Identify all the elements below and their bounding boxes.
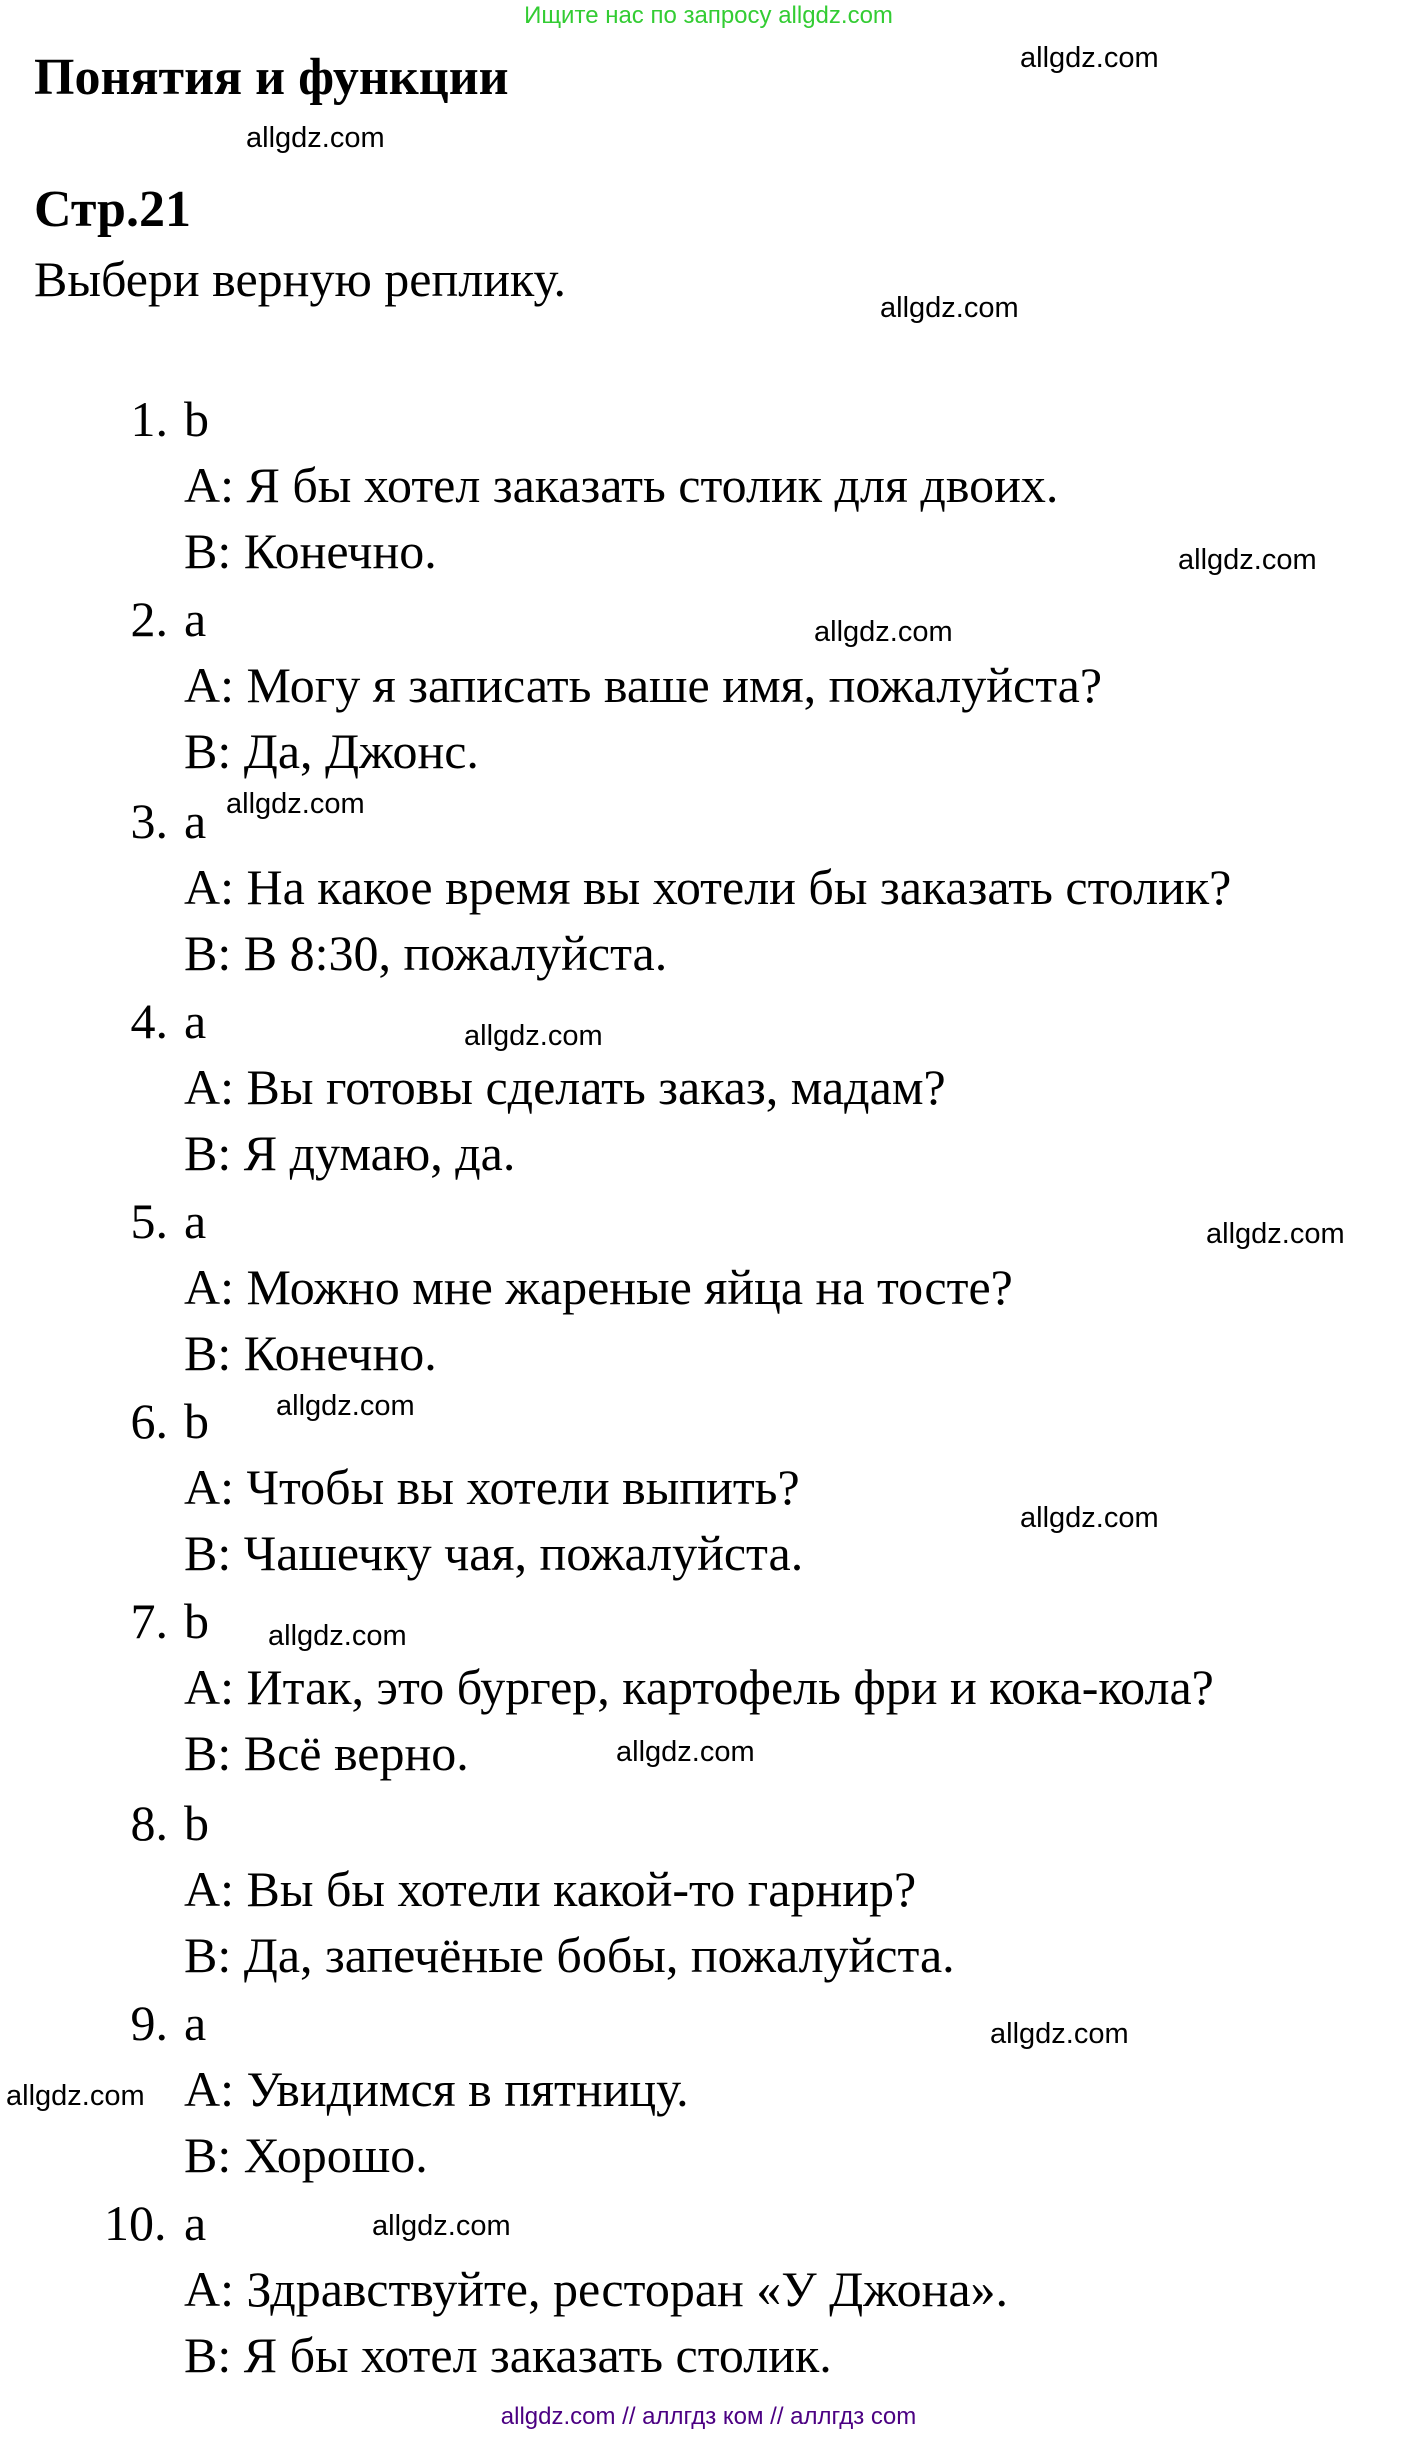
item-answer: b — [184, 1795, 209, 1851]
dialogue-line-a: A: Вы бы хотели какой-то гарнир? — [184, 1861, 917, 1917]
item-answer: b — [184, 391, 209, 447]
item-answer: a — [184, 1995, 207, 2051]
dialogue-line-b: B: Я думаю, да. — [184, 1125, 516, 1181]
dialogue-line-a: A: Итак, это бургер, картофель фри и кока-кола? — [184, 1659, 1214, 1715]
item-number: 2. — [130, 591, 168, 647]
search-banner[interactable]: Ищите нас по запросу allgdz.com — [524, 2, 893, 29]
item-number: 6. — [130, 1393, 168, 1449]
watermark: allgdz.com — [1178, 544, 1317, 576]
dialogue-line-a: A: Можно мне жареные яйца на тосте? — [184, 1259, 1013, 1315]
page-number-heading: Стр.21 — [34, 181, 191, 238]
dialogue-line-b: B: Да, Джонс. — [184, 723, 479, 779]
item-number: 7. — [130, 1593, 168, 1649]
item-number: 5. — [130, 1193, 168, 1249]
item-number: 9. — [130, 1995, 168, 2051]
watermark: allgdz.com — [6, 2080, 145, 2112]
item-number: 3. — [130, 793, 168, 849]
watermark: allgdz.com — [226, 788, 365, 820]
item-answer: a — [184, 993, 207, 1049]
watermark: allgdz.com — [1020, 1502, 1159, 1534]
watermark: allgdz.com — [246, 122, 385, 154]
page-title: Понятия и функции — [34, 49, 509, 106]
item-number: 8. — [130, 1795, 168, 1851]
dialogue-line-b: B: Чашечку чая, пожалуйста. — [184, 1525, 804, 1581]
watermark: allgdz.com — [880, 292, 1019, 324]
dialogue-line-b: B: Конечно. — [184, 1325, 437, 1381]
watermark: allgdz.com — [814, 616, 953, 648]
dialogue-line-b: B: Хорошо. — [184, 2127, 428, 2183]
watermark: allgdz.com — [616, 1736, 755, 1768]
dialogue-line-a: A: Я бы хотел заказать столик для двоих. — [184, 457, 1059, 513]
item-number: 10. — [104, 2195, 167, 2251]
watermark: allgdz.com — [268, 1620, 407, 1652]
watermark: allgdz.com — [1206, 1218, 1345, 1250]
watermark: allgdz.com — [372, 2210, 511, 2242]
dialogue-line-a: A: Чтобы вы хотели выпить? — [184, 1459, 800, 1515]
item-answer: a — [184, 1193, 207, 1249]
dialogue-line-a: A: Вы готовы сделать заказ, мадам? — [184, 1059, 946, 1115]
footer-links[interactable]: allgdz.com // аллгдз ком // аллгдз com — [500, 2403, 917, 2430]
item-answer: b — [184, 1393, 209, 1449]
dialogue-line-a: A: Здравствуйте, ресторан «У Джона». — [184, 2261, 1009, 2317]
dialogue-line-b: B: Я бы хотел заказать столик. — [184, 2327, 832, 2383]
dialogue-line-a: A: Могу я записать ваше имя, пожалуйста? — [184, 657, 1103, 713]
exercise-instruction: Выбери верную реплику. — [34, 251, 567, 307]
watermark: allgdz.com — [464, 1020, 603, 1052]
item-answer: a — [184, 2195, 207, 2251]
watermark: allgdz.com — [990, 2018, 1129, 2050]
item-answer: a — [184, 793, 207, 849]
dialogue-line-b: B: В 8:30, пожалуйста. — [184, 925, 668, 981]
dialogue-line-a: A: На какое время вы хотели бы заказать столик? — [184, 859, 1232, 915]
watermark: allgdz.com — [276, 1390, 415, 1422]
item-number: 4. — [130, 993, 168, 1049]
item-answer: a — [184, 591, 207, 647]
dialogue-line-b: B: Всё верно. — [184, 1725, 469, 1781]
dialogue-line-b: B: Да, запечёные бобы, пожалуйста. — [184, 1927, 955, 1983]
watermark: allgdz.com — [1020, 42, 1159, 74]
dialogue-line-b: B: Конечно. — [184, 523, 437, 579]
item-number: 1. — [130, 391, 168, 447]
dialogue-line-a: A: Увидимся в пятницу. — [184, 2061, 689, 2117]
item-answer: b — [184, 1593, 209, 1649]
